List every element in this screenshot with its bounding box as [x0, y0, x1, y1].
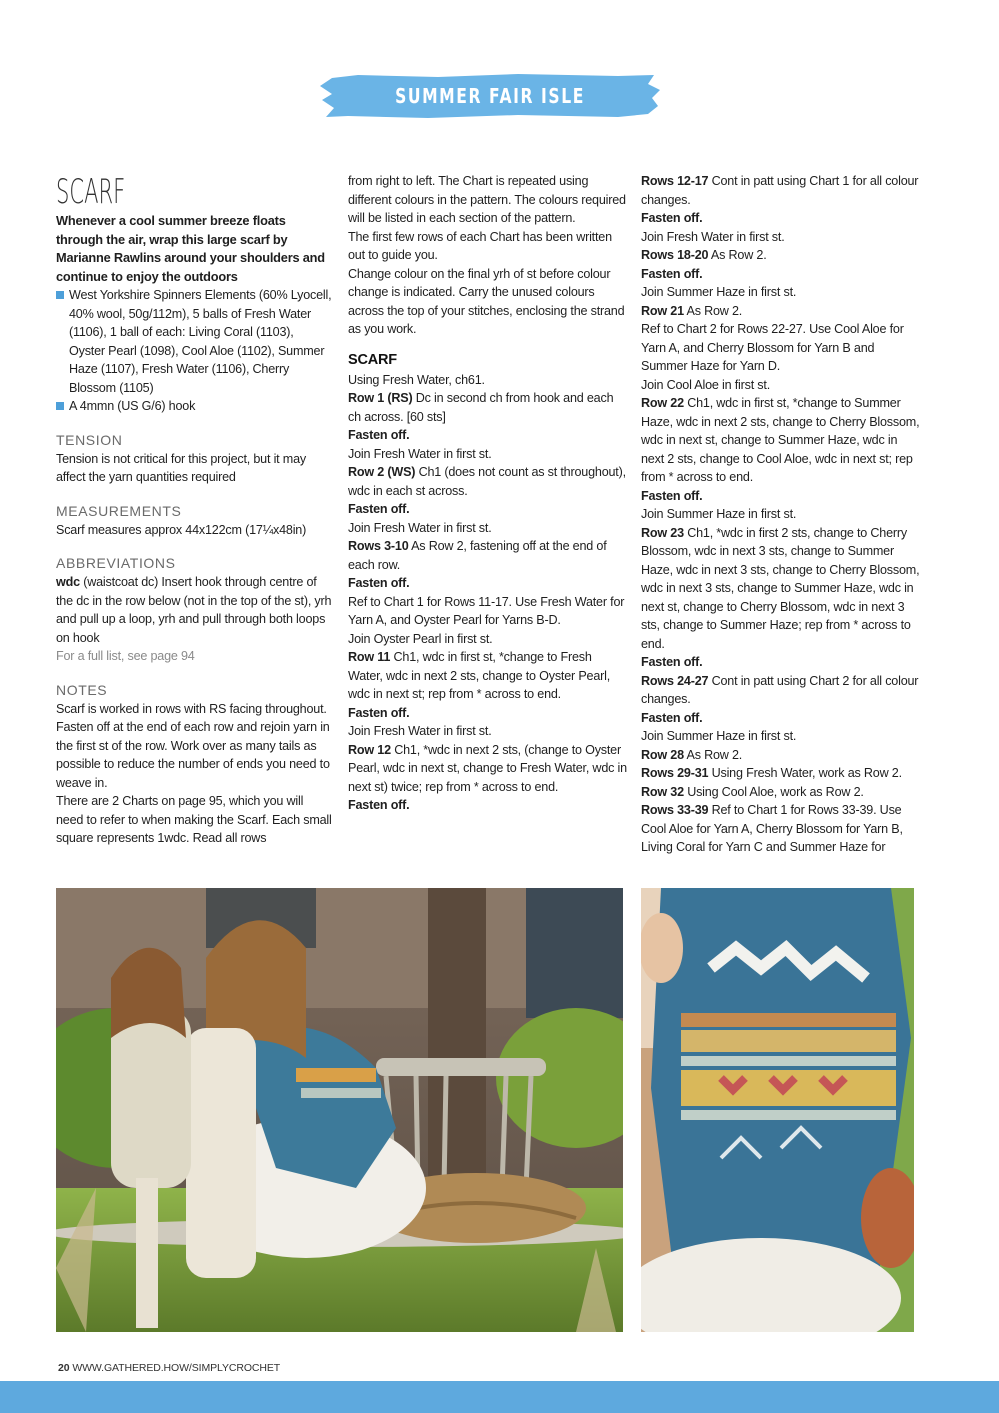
pattern-line: [641, 246, 921, 265]
pattern-line: [348, 704, 628, 723]
pattern-line: [348, 519, 628, 538]
pattern-line: [348, 537, 628, 574]
pattern-line: [641, 228, 921, 247]
pattern-line-label: Row 11: [348, 650, 391, 664]
pattern-line: [641, 172, 921, 209]
pattern-line-label: Row 32: [641, 784, 684, 799]
pattern-line-label: Row 21: [641, 303, 684, 318]
pattern-line-label: Fasten off.: [348, 428, 410, 442]
pattern-line: [641, 265, 921, 284]
pattern-line: [348, 371, 628, 390]
pattern-line-label: Row 12: [348, 742, 391, 757]
pattern-line-text: Ch1, wdc in first st, *change to Fresh Water, wdc in next 2 sts, change to Oyster Pearl, wdc in next st; rep from * across to end.: [348, 650, 611, 701]
pattern-line: [641, 505, 921, 524]
abbreviation-definition: (waistcoat dc) Insert hook through centre of the dc in the row below (not in the top of the st), yrh and pull up a loop, yrh and pull through both loops on hook: [56, 575, 332, 645]
pattern-line-text: Ch1 (does not count as st throughout), wdc in each st across.: [348, 465, 626, 498]
pattern-line: [641, 283, 921, 302]
pattern-line-text: Ch1, *wdc in next 2 sts, (change to Oyster Pearl, wdc in next st, change to Fresh Water, wdc in next st) twice; rep from * across to end.: [348, 742, 627, 794]
notes-paragraph: The first few rows of each Chart has been written out to guide you.: [348, 229, 612, 262]
pattern-line: [348, 630, 628, 649]
page-title: SCARF: [56, 172, 126, 212]
pattern-line: [348, 574, 628, 593]
column-left: [56, 172, 332, 848]
pattern-line: [641, 302, 921, 321]
pattern-line-text: Ch1, wdc in first st, *change to Summer Haze, wdc in next 2 sts, change to Cherry Blossom, wdc in next st, change to Summer Haze, wdc in next 2 sts, change to Cool Aloe, wdc in next st; rep from * across to end.: [641, 396, 920, 484]
pattern-line: [641, 209, 921, 228]
pattern-line-text: Join Fresh Water in first st.: [641, 229, 785, 244]
pattern-line-text: Join Summer Haze in first st.: [641, 729, 797, 743]
intro-text: Whenever a cool summer breeze floats through the air, wrap this large scarf by Marianne Rawlins around your shoulders and continue to enjoy the outdoors: [56, 213, 325, 284]
material-item: [56, 397, 332, 416]
pattern-line: [348, 500, 628, 519]
pattern-instructions: [348, 371, 628, 815]
pattern-line-text: Join Oyster Pearl in first st.: [348, 631, 493, 646]
pattern-line: [641, 672, 921, 709]
material-item: [56, 286, 332, 397]
bullet-square-icon: [56, 291, 64, 299]
pattern-line-label: Rows 24-27: [641, 673, 709, 688]
pattern-line-text: Using Fresh Water, work as Row 2.: [708, 766, 902, 780]
pattern-line-text: Cont in patt using Chart 2 for all colour changes.: [641, 673, 919, 706]
pattern-line: [641, 746, 921, 765]
website-link[interactable]: WWW.GATHERED.HOW/SIMPLYCROCHET: [72, 1362, 281, 1374]
pattern-line-label: Fasten off.: [641, 211, 703, 225]
column-middle: [348, 172, 628, 815]
tension-heading: TENSION: [56, 431, 123, 448]
pattern-line: [348, 445, 628, 464]
notes-paragraph: Scarf is worked in rows with RS facing throughout. Fasten off at the end of each row and rejoin yarn in the first st of the row. Work over as many tails as possible to reduce the number of ends you need to weave in.: [56, 701, 330, 790]
pattern-line: [348, 722, 628, 741]
pattern-line-label: Rows 18-20: [641, 248, 709, 262]
pattern-line-label: Row 23: [641, 525, 684, 540]
pattern-line: [641, 801, 921, 857]
bullet-square-icon: [56, 402, 64, 410]
pattern-line: [641, 394, 921, 487]
pattern-line-label: Fasten off.: [348, 705, 410, 720]
pattern-line-label: Fasten off.: [348, 798, 410, 812]
pattern-line-label: Fasten off.: [641, 710, 703, 725]
material-hook: A 4mmn (US G/6) hook: [69, 399, 196, 413]
pattern-line: [348, 741, 628, 797]
pattern-line-label: Fasten off.: [641, 655, 703, 669]
pattern-line-label: Fasten off.: [348, 502, 410, 516]
pattern-line: [348, 389, 628, 426]
pattern-line: [641, 320, 921, 376]
pattern-line-text: Dc in second ch from hook and each ch across. [60 sts]: [348, 391, 614, 424]
pattern-line-text: Ref to Chart 1 for Rows 33-39. Use Cool Aloe for Yarn A, Cherry Blossom for Yarn B, Living Coral for Yarn C and Summer Haze for: [641, 803, 903, 854]
pattern-line-text: Ref to Chart 2 for Rows 22-27. Use Cool Aloe for Yarn A, and Cherry Blossom for Yarn B and Summer Haze for Yarn D.: [641, 322, 904, 373]
pattern-line-label: Rows 3-10: [348, 539, 409, 553]
photo-mother-daughter: [56, 888, 623, 1332]
pattern-line-text: As Row 2.: [683, 303, 743, 318]
notes-paragraph: from right to left. The Chart is repeated using different colours in the pattern. The colours required will be listed in each section of the pattern.: [348, 174, 626, 225]
pattern-line: [348, 463, 628, 500]
scarf-heading: SCARF: [348, 351, 397, 368]
pattern-line-text: Using Fresh Water, ch61.: [348, 372, 485, 387]
pattern-line: [641, 764, 921, 783]
pattern-line-label: Row 1 (RS): [348, 391, 413, 405]
pattern-line-text: As Row 2.: [683, 747, 743, 762]
pattern-line-label: Rows 12-17: [641, 174, 709, 188]
pattern-line: [641, 783, 921, 802]
pattern-line: [641, 487, 921, 506]
pattern-line: [348, 796, 628, 815]
pattern-instructions: [641, 172, 921, 857]
pattern-line: [348, 593, 628, 630]
pattern-line: [348, 648, 628, 704]
pattern-line-label: Rows 29-31: [641, 766, 709, 780]
footer-text: [58, 1362, 280, 1374]
measurements-heading: MEASUREMENTS: [56, 502, 182, 519]
pattern-line-text: Join Fresh Water in first st.: [348, 446, 492, 461]
pattern-line-label: Fasten off.: [348, 576, 410, 590]
pattern-line-label: Row 2 (WS): [348, 465, 416, 479]
pattern-line-text: Cont in patt using Chart 1 for all colour changes.: [641, 174, 919, 207]
pattern-line: [641, 709, 921, 728]
footer-bar: [0, 1381, 999, 1413]
pattern-line-text: As Row 2, fastening off at the end of each row.: [348, 539, 607, 572]
pattern-line-label: Fasten off.: [641, 488, 703, 503]
pattern-line: [348, 426, 628, 445]
column-right: [641, 172, 921, 857]
pattern-line-text: Join Fresh Water in first st.: [348, 724, 492, 738]
pattern-line-text: Join Fresh Water in first st.: [348, 520, 492, 535]
pattern-line-label: Row 28: [641, 747, 684, 762]
notes-paragraph: Change colour on the final yrh of st before colour change is indicated. Carry the unused colours across the top of your stitches, enclosing the strand as you work.: [348, 266, 625, 336]
pattern-line-text: Ch1, *wdc in first 2 sts, change to Cherry Blossom, wdc in next 3 sts, change to Summer Haze, wdc in next 3 sts, change to Cherry Blossom, wdc in next 3 sts, change to Summer Haze, wdc in next st, change to Cherry Blossom, wdc in next 3 sts, change to Summer Haze; rep from * across to end.: [641, 525, 920, 651]
notes-heading: NOTES: [56, 681, 108, 698]
pattern-line-text: Join Summer Haze in first st.: [641, 507, 797, 521]
section-banner: [318, 70, 662, 160]
banner-title: SUMMER FAIR ISLE COLLECTION: [395, 84, 585, 160]
pattern-line-text: Ref to Chart 1 for Rows 11-17. Use Fresh Water for Yarn A, and Oyster Pearl for Yarns B-D.: [348, 594, 625, 627]
abbreviations-heading: ABBREVIATIONS: [56, 555, 176, 571]
pattern-line-text: Using Cool Aloe, work as Row 2.: [683, 784, 864, 799]
abbreviation-term: wdc: [56, 575, 80, 589]
notes-paragraph: There are 2 Charts on page 95, which you will need to refer to when making the Scarf. Each small square represents 1wdc. Read all rows: [56, 794, 332, 845]
pattern-line-label: Row 22: [641, 396, 684, 410]
pattern-line: [641, 727, 921, 746]
measurements-text: Scarf measures approx 44x122cm (17¼x48in): [56, 522, 307, 537]
pattern-line-label: Fasten off.: [641, 266, 703, 281]
pattern-line-text: Join Summer Haze in first st.: [641, 285, 797, 299]
tension-text: Tension is not critical for this project, but it may affect the yarn quantities required: [56, 451, 306, 484]
pattern-line: [641, 653, 921, 672]
pattern-line: [641, 376, 921, 395]
pattern-line-text: As Row 2.: [708, 248, 767, 262]
photo-scarf-closeup: [641, 888, 914, 1332]
abbreviation-entry: [56, 573, 332, 647]
pattern-line-text: Join Cool Aloe in first st.: [641, 377, 770, 392]
abbreviations-note: For a full list, see page 94: [56, 649, 195, 663]
pattern-line-label: Rows 33-39: [641, 803, 709, 817]
pattern-line: [641, 524, 921, 654]
page-number: 20: [58, 1362, 70, 1374]
material-yarn: West Yorkshire Spinners Elements (60% Lyocell, 40% wool, 50g/112m), 5 balls of Fresh Water (1106), 1 ball of each: Living Coral (1103), Oyster Pearl (1098), Cool Aloe (1102), Summer Haze (1107), Fresh Water (1106), Cherry Blossom (1105): [69, 288, 332, 395]
